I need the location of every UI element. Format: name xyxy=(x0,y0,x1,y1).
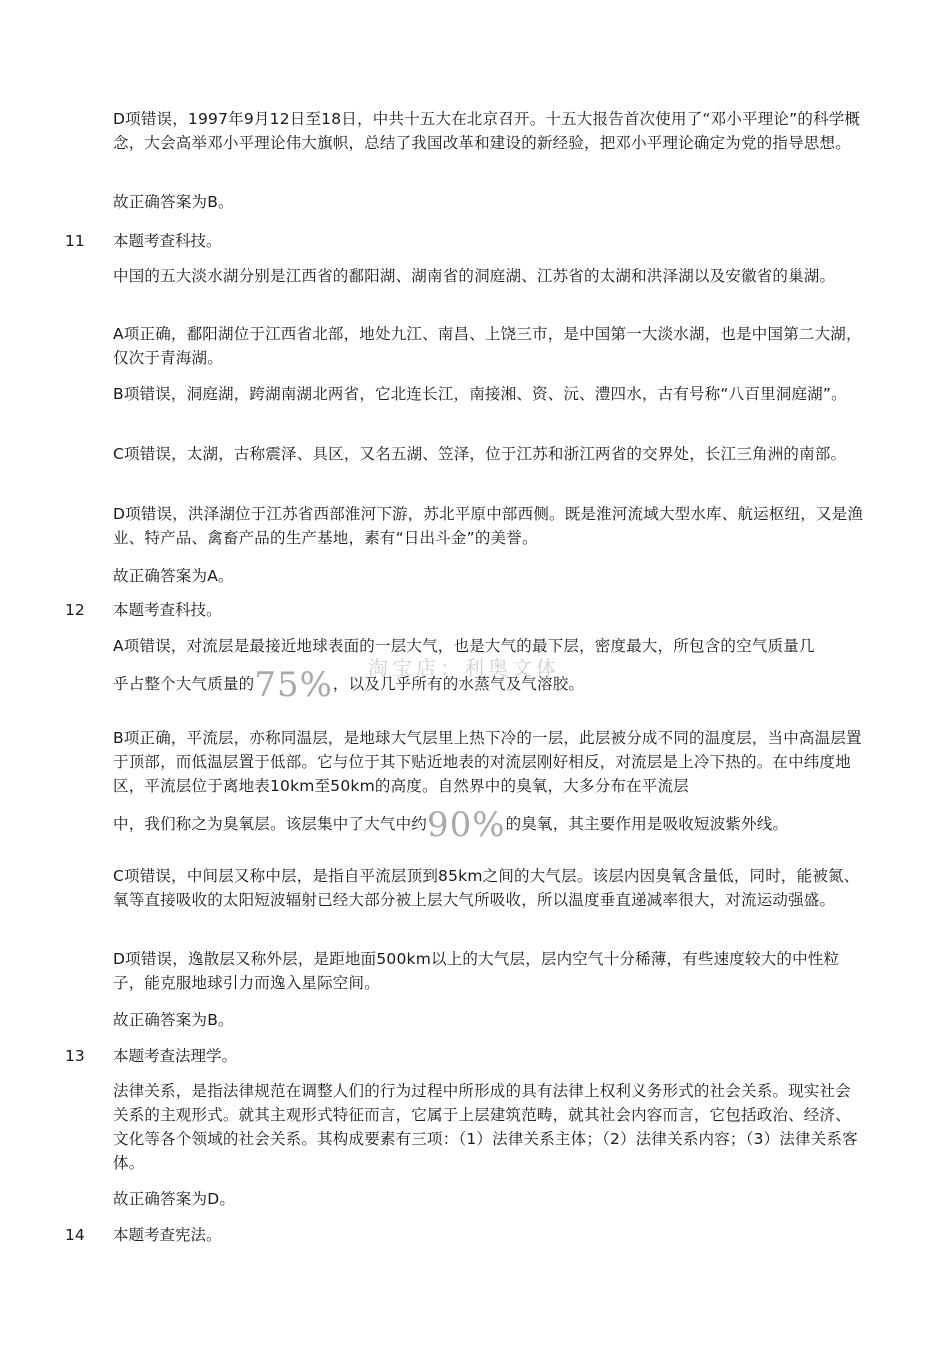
q13-number: 13 xyxy=(65,1047,85,1065)
q12-b-post: 的臭氧，其主要作用是吸收短波紫外线。 xyxy=(505,815,789,833)
q12-a-pre: 乎占整个大气质量的 xyxy=(113,675,255,693)
q13-heading: 本题考查法理学。 xyxy=(113,1047,238,1065)
q11-number: 11 xyxy=(65,232,85,250)
q12-heading: 本题考查科技。 xyxy=(113,601,222,619)
q13-body: 法律关系，是指法律规范在调整人们的行为过程中所形成的具有法律上权利义务形式的社会关系。现实社会关系的主观形式。就其主观形式特征而言，它属于上层建筑范畴，就其社会内容而言，它包括政治、经济、文化等各个领域的社会关系。其构成要素有三项：（1）法律关系主体；（2）法律关系内容；（3）法律关系客体。 xyxy=(113,1082,858,1172)
q11-heading: 本题考查科技。 xyxy=(113,232,222,250)
q14-number: 14 xyxy=(65,1226,85,1244)
q11-option-c: C项错误，太湖，古称震泽、具区，又名五湖、笠泽，位于江苏和浙江两省的交界处，长江三角洲的南部。 xyxy=(113,445,847,463)
q12-a-post: ，以及几乎所有的水蒸气及气溶胶。 xyxy=(332,675,585,693)
q13-answer: 故正确答案为D。 xyxy=(113,1190,236,1208)
q14-heading: 本题考查宪法。 xyxy=(113,1226,222,1244)
q11-option-b: B项错误，洞庭湖，跨湖南湖北两省，它北连长江，南接湘、资、沅、澧四水，古有号称“八百里洞庭湖”。 xyxy=(113,385,847,403)
q12-option-d: D项错误，逸散层又称外层，是距地面500km以上的大气层，层内空气十分稀薄，有些速度较大的中性粒子，能克服地球引力而逸入星际空间。 xyxy=(113,950,840,992)
q12-b-percent: 90% xyxy=(427,805,506,845)
q11-option-d: D项错误，洪泽湖位于江苏省西部淮河下游，苏北平原中部西侧。既是淮河流域大型水库、航运枢纽，又是渔业、特产品、禽畜产品的生产基地，素有“日出斗金”的美誉。 xyxy=(113,505,864,547)
q12-number: 12 xyxy=(65,601,85,619)
q12-option-a-line1: A项错误，对流层是最接近地球表面的一层大气，也是大气的最下层，密度最大，所包含的空气质量几 xyxy=(113,637,815,655)
q12-option-c: C项错误，中间层又称中层，是指自平流层顶到85km之间的大气层。该层内因臭氧含量低，同时，能被氮、氧等直接吸收的太阳短波辐射已经大部分被上层大气所吸收，所以温度垂直递减率很大，对流运动强盛。 xyxy=(113,867,860,909)
q10-option-d: D项错误，1997年9月12日至18日，中共十五大在北京召开。十五大报告首次使用了“邓小平理论”的科学概念，大会高举邓小平理论伟大旗帜，总结了我国改革和建设的新经验，把邓小平理论确定为党的指导思想。 xyxy=(113,110,861,152)
q11-intro: 中国的五大淡水湖分别是江西省的鄱阳湖、湖南省的洞庭湖、江苏省的太湖和洪泽湖以及安徽省的巢湖。 xyxy=(113,267,836,285)
q11-answer: 故正确答案为A。 xyxy=(113,567,234,585)
q12-option-b: B项正确，平流层，亦称同温层，是地球大气层里上热下冷的一层，此层被分成不同的温度层，当中高温层置于顶部，而低温层置于低部。它与位于其下贴近地表的对流层刚好相反，对流层是上冷下热的。在中纬度地区，平流层位于离地表10km至50km的高度。自然界中的臭氧，大多分布在平流层 xyxy=(113,729,862,795)
q12-option-b-line5 xyxy=(113,805,865,845)
q12-b-pre: 中，我们称之为臭氧层。该层集中了大气中约 xyxy=(113,815,428,833)
watermark: 淘宝店：利奥文体 xyxy=(368,656,560,680)
q12-answer: 故正确答案为B。 xyxy=(113,1011,234,1029)
q11-option-a: A项正确，鄱阳湖位于江西省北部，地处九江、南昌、上饶三市，是中国第一大淡水湖，也是中国第二大湖，仅次于青海湖。 xyxy=(113,325,862,367)
q12-a-percent: 75% xyxy=(254,665,333,705)
q10-answer: 故正确答案为B。 xyxy=(113,193,234,211)
